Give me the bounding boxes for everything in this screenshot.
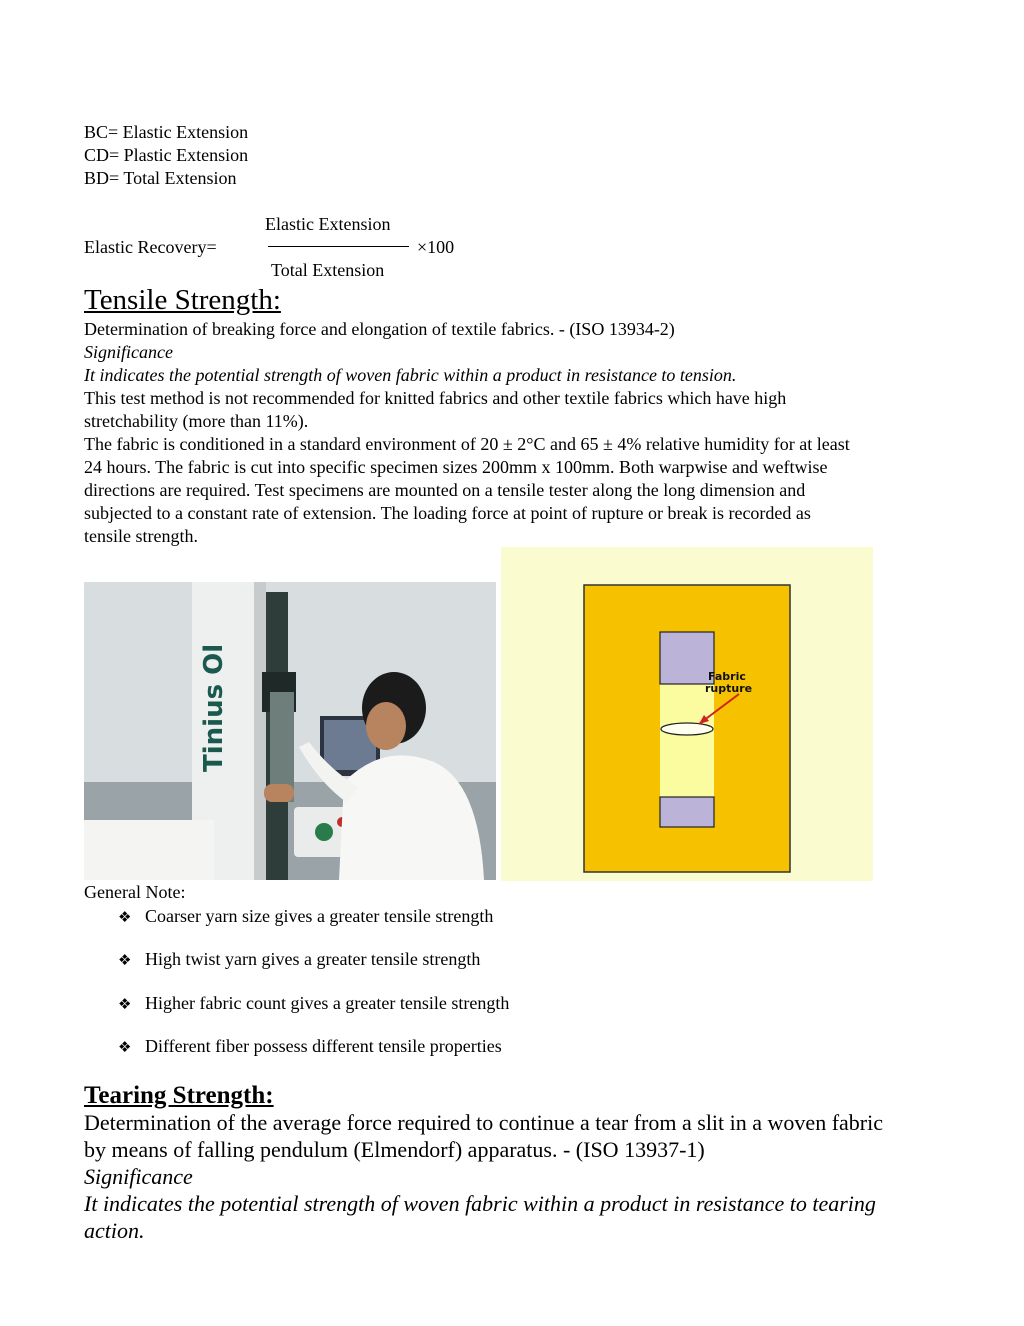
diamond-bullet-icon: ❖: [118, 908, 132, 926]
tensile-tester-photo: [84, 582, 496, 880]
list-item: ❖ Higher fabric count gives a greater tensile strength: [118, 992, 509, 1016]
definition-bc: BC= Elastic Extension: [84, 122, 249, 142]
definition-bd: BD= Total Extension: [84, 168, 237, 188]
tensile-heading: Tensile Strength:: [84, 284, 281, 316]
definition-cd: CD= Plastic Extension: [84, 145, 249, 165]
bottom-clamp: [660, 797, 714, 827]
diagram-label-rupture: rupture: [705, 682, 753, 695]
general-note-label: General Note:: [84, 882, 186, 902]
tensile-significance-text: It indicates the potential strength of woven fabric within a product in resistance to tension.: [84, 365, 737, 385]
tensile-line: directions are required. Test specimens are mounted on a tensile tester along the long dimension and: [84, 480, 806, 500]
tearing-significance-label: Significance: [84, 1164, 193, 1189]
diamond-bullet-icon: ❖: [118, 951, 132, 969]
tearing-heading: Tearing Strength:: [84, 1082, 274, 1109]
diagram-svg: [501, 547, 873, 881]
machine-brand-text: Tinius Ol: [199, 643, 229, 772]
diamond-bullet-icon: ❖: [118, 1038, 132, 1056]
extension-definitions: [84, 121, 248, 190]
tensile-body: [84, 318, 954, 548]
tensile-line: tensile strength.: [84, 526, 198, 546]
diamond-bullet-icon: ❖: [118, 995, 132, 1013]
list-item: ❖ Coarser yarn size gives a greater tensile strength: [118, 905, 493, 929]
tensile-line: stretchability (more than 11%).: [84, 411, 309, 431]
formula-numerator: Elastic Extension: [265, 214, 391, 234]
rupture-ellipse: [661, 723, 713, 735]
tearing-significance-line: action.: [84, 1218, 145, 1243]
list-item: ❖ Different fiber possess different tensile properties: [118, 1035, 502, 1059]
fraction-bar: [268, 246, 409, 247]
diagram-label-fabric: Fabric: [708, 670, 746, 683]
tensile-line: This test method is not recommended for knitted fabrics and other textile fabrics which have high: [84, 388, 787, 408]
formula-denominator: Total Extension: [271, 260, 385, 280]
tensile-line: 24 hours. The fabric is cut into specific specimen sizes 200mm x 100mm. Both warpwise and weftwise: [84, 457, 828, 477]
formula-label: Elastic Recovery=: [84, 237, 217, 257]
tearing-body: [84, 1109, 883, 1244]
tearing-line: Determination of the average force required to continue a tear from a slit in a woven fabric: [84, 1110, 883, 1135]
tensile-significance-label: Significance: [84, 342, 173, 362]
tensile-line: The fabric is conditioned in a standard environment of 20 ± 2°C and 65 ± 4% relative humidity for at least: [84, 434, 850, 454]
tearing-line: by means of falling pendulum (Elmendorf) apparatus. - (ISO 13937-1): [84, 1137, 705, 1162]
formula-multiplier: ×100: [417, 237, 455, 257]
tensile-method: Determination of breaking force and elongation of textile fabrics. - (ISO 13934-2): [84, 319, 675, 339]
tensile-line: subjected to a constant rate of extension. The loading force at point of rupture or break is recorded as: [84, 503, 811, 523]
tearing-significance-line: It indicates the potential strength of woven fabric within a product in resistance to tearing: [84, 1191, 876, 1216]
top-clamp: [660, 632, 714, 684]
fabric-rupture-diagram: [501, 547, 873, 881]
list-item: ❖ High twist yarn gives a greater tensile strength: [118, 948, 480, 972]
photo-illustration: [84, 582, 496, 880]
